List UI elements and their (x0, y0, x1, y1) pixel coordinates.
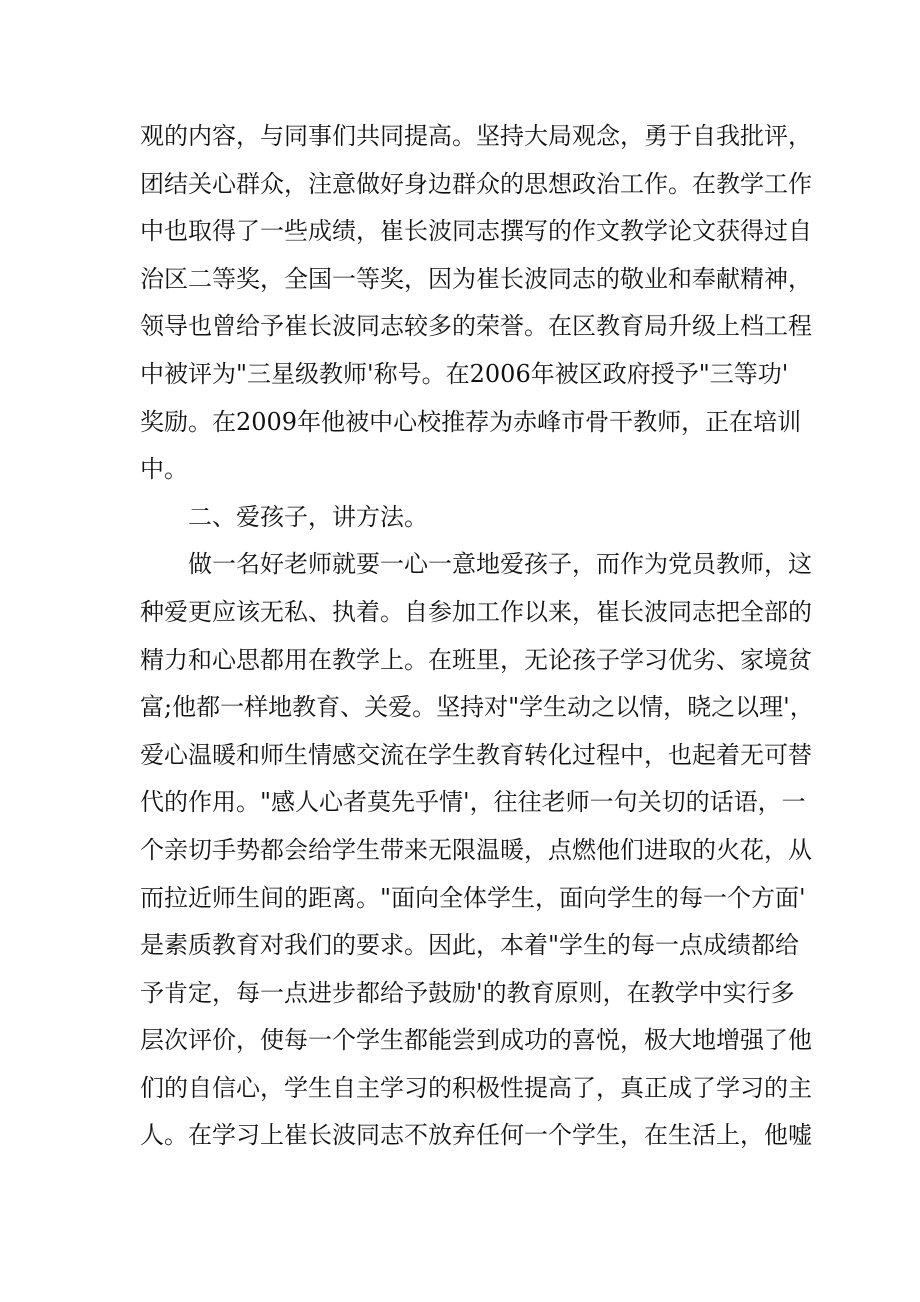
text-line: 是素质教育对我们的要求。因此，本着"学生的每一点成绩都给 (140, 931, 800, 960)
text-line: 个亲切手势都会给学生带来无限温暖，点燃他们进取的火花，从 (140, 835, 812, 864)
text-line: 中也取得了一些成绩，崔长波同志撰写的作文教学论文获得过自 (140, 217, 812, 246)
text-line: 层次评价，使每一个学生都能尝到成功的喜悦，极大地增强了他 (140, 1026, 812, 1055)
text-line: 爱心温暖和师生情感交流在学生教育转化过程中，也起着无可替 (140, 740, 812, 769)
text-line: 而拉近师生间的距离。"面向全体学生，面向学生的每一个方面' (140, 883, 806, 912)
text-line: 人。在学习上崔长波同志不放弃任何一个学生，在生活上，他嘘 (140, 1121, 812, 1150)
text-line: 中。 (140, 455, 188, 484)
text-line: 观的内容，与同事们共同提高。坚持大局观念，勇于自我批评， (140, 122, 812, 150)
text-line: 予肯定，每一点进步都给予鼓励'的教育原则，在教学中实行多 (140, 978, 795, 1007)
text-line: 们的自信心，学生自主学习的积极性提高了，真正成了学习的主 (140, 1073, 812, 1102)
text-line: 代的作用。"感人心者莫先乎情'，往往老师一句关切的话语，一 (140, 788, 806, 817)
text-line: 做一名好老师就要一心一意地爱孩子，而作为党员教师，这 (188, 550, 812, 579)
text-line: 团结关心群众，注意做好身边群众的思想政治工作。在教学工作 (140, 169, 812, 198)
text-line: 奖励。在2009年他被中心校推荐为赤峰市骨干教师，正在培训 (140, 407, 802, 436)
text-line: 中被评为"三星级教师'称号。在2006年被区政府授予"三等功' (140, 359, 789, 388)
text-line: 精力和心思都用在教学上。在班里，无论孩子学习优劣、家境贫 (140, 645, 812, 674)
text-line: 种爱更应该无私、执着。自参加工作以来，崔长波同志把全部的 (140, 597, 812, 626)
section-heading: 二、爱孩子，讲方法。 (188, 502, 428, 531)
text-line: 富;他都一样地教育、关爱。坚持对"学生动之以情，晓之以理'， (140, 693, 814, 722)
text-line: 领导也曾给予崔长波同志较多的荣誉。在区教育局升级上档工程 (140, 312, 812, 341)
text-line: 治区二等奖，全国一等奖，因为崔长波同志的敬业和奉献精神， (140, 264, 812, 293)
body-text (140, 113, 814, 1160)
